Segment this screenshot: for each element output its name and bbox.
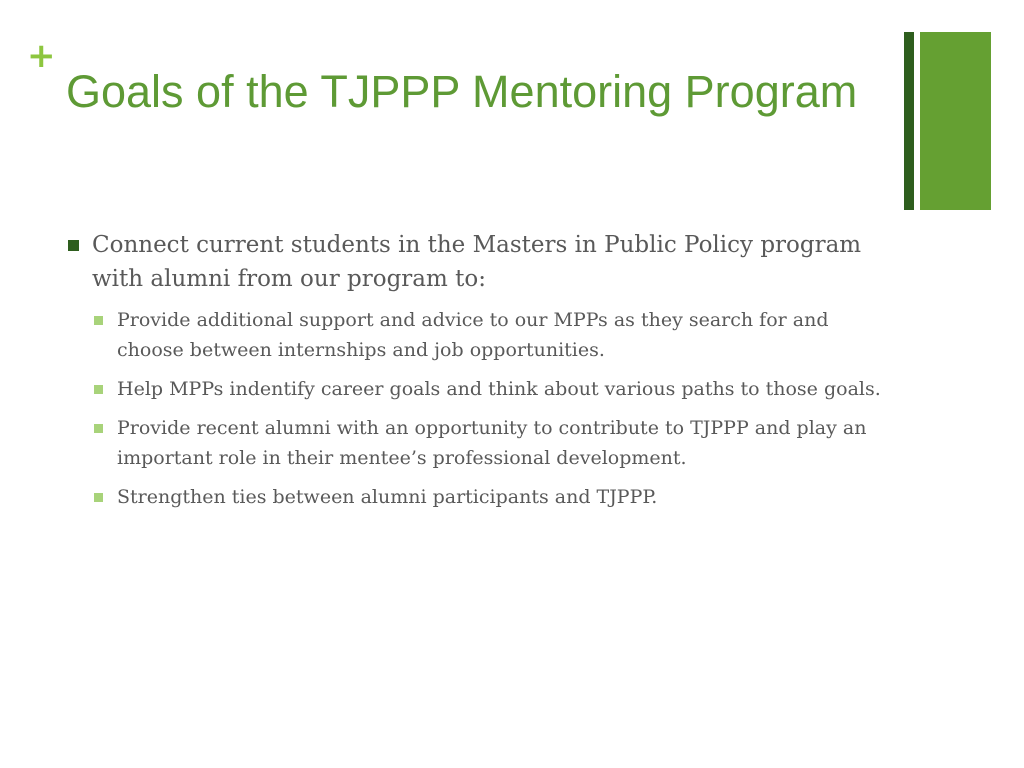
- sub-bullet-text: Help MPPs indentify career goals and think about various paths to those goals.: [117, 378, 881, 400]
- sub-bullet-text: Provide recent alumni with an opportunity to contribute to TJPPP and play an important role in their mentee’s professional development.: [117, 417, 867, 469]
- slide-title: Goals of the TJPPP Mentoring Program: [66, 66, 858, 117]
- sub-bullet: [92, 305, 896, 365]
- decorative-bar-light: [920, 32, 991, 210]
- sub-bullet-list: [66, 305, 896, 512]
- sub-bullet-text: Strengthen ties between alumni participants and TJPPP.: [117, 486, 658, 508]
- plus-icon: +: [27, 36, 56, 76]
- square-bullet-icon: [94, 493, 103, 502]
- sub-bullet: [92, 374, 896, 404]
- main-bullet: [66, 228, 896, 296]
- sub-bullet-text: Provide additional support and advice to our MPPs as they search for and choose between internships and job opportunities.: [117, 309, 829, 361]
- square-bullet-icon: [94, 424, 103, 433]
- sub-bullet: [92, 413, 896, 473]
- square-bullet-icon: [68, 240, 79, 251]
- square-bullet-icon: [94, 316, 103, 325]
- slide-content: [66, 228, 896, 521]
- square-bullet-icon: [94, 385, 103, 394]
- main-bullet-text: Connect current students in the Masters in Public Policy program with alumni from our program to:: [92, 232, 862, 292]
- sub-bullet: [92, 482, 896, 512]
- decorative-bar-dark: [904, 32, 914, 210]
